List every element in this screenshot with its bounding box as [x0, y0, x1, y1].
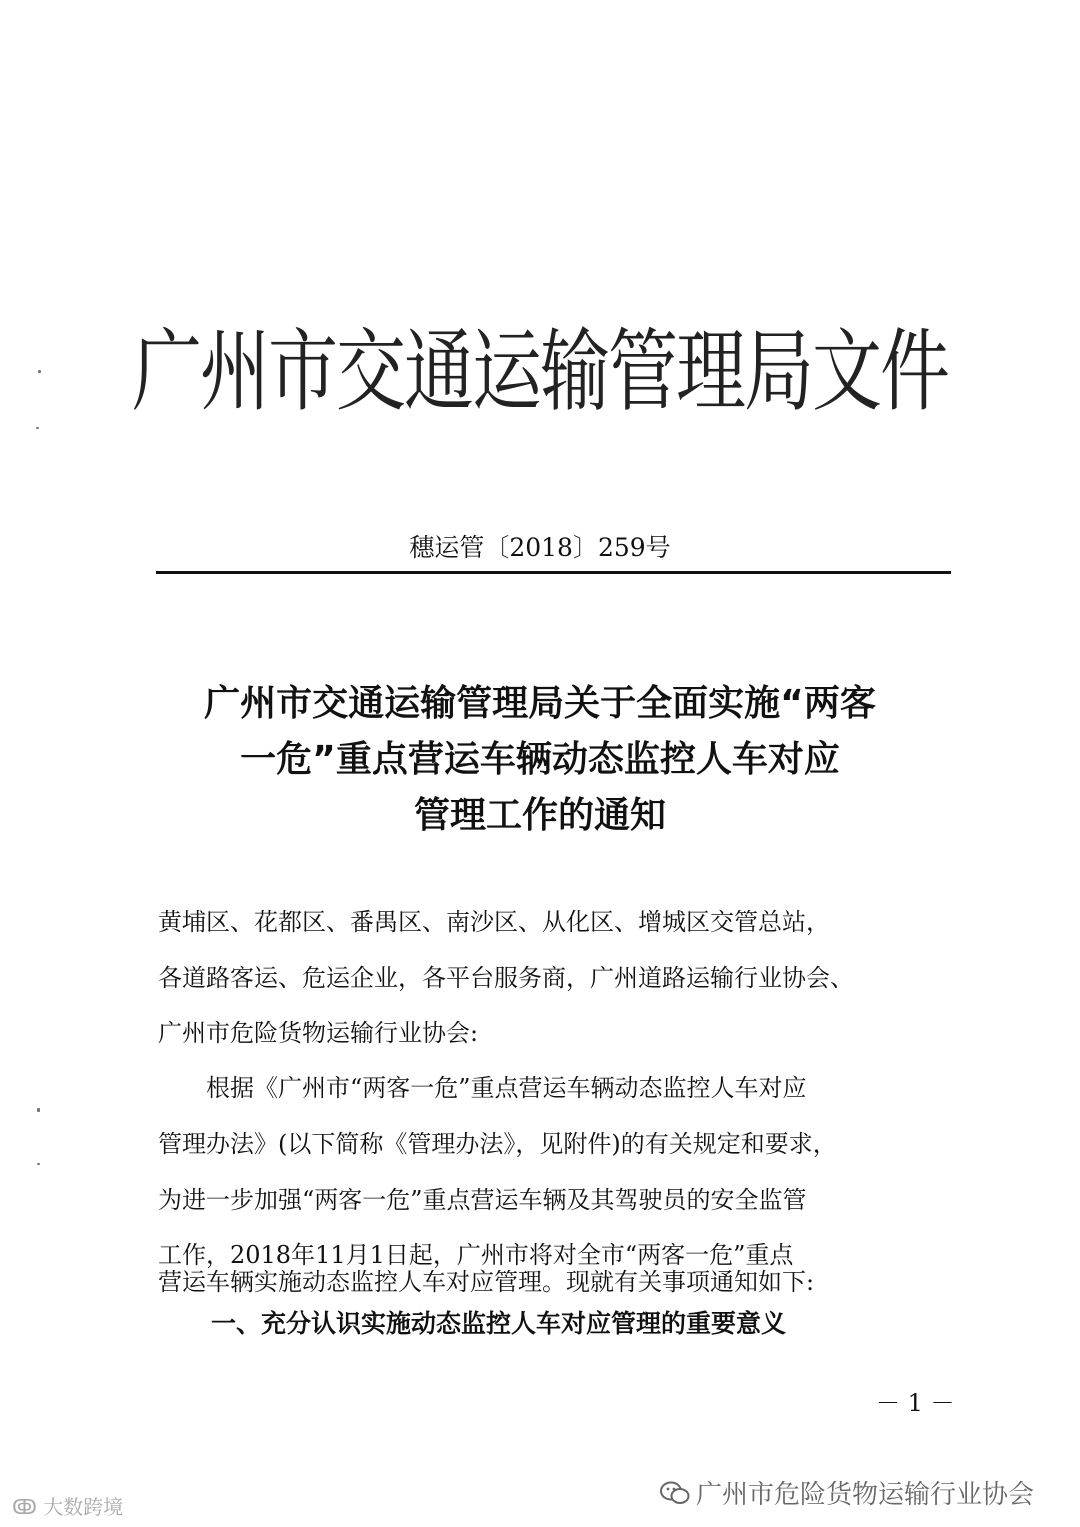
watermark-left [12, 1491, 123, 1520]
watermark-left-text: 大数跨境 [43, 1495, 124, 1519]
body-line-5: 营运车辆实施动态监控人车对应管理。现就有关事项通知如下: [158, 1268, 815, 1296]
wechat-icon [660, 1480, 690, 1506]
recipients-line-1: 黄埔区、花都区、番禺区、南沙区、从化区、增城区交管总站， [158, 908, 830, 936]
body-line-2: 管理办法》(以下简称《管理办法》，见附件)的有关规定和要求， [158, 1130, 837, 1158]
watermark-right-text: 广州市危险货物运输行业协会 [696, 1480, 1035, 1510]
title-line-3: 管理工作的通知 [413, 795, 666, 836]
scan-speck [36, 427, 39, 429]
scan-speck [37, 1108, 40, 1112]
link-icon: ↂ [12, 1495, 37, 1519]
document-header: 广州市交通运输管理局文件 [132, 319, 948, 425]
page-number: － 1 － [876, 1389, 955, 1417]
header-divider [156, 571, 951, 574]
body-line-3: 为进一步加强“两客一危”重点营运车辆及其驾驶员的安全监管 [158, 1186, 807, 1214]
title-line-2: 一危”重点营运车辆动态监控人车对应 [240, 739, 840, 780]
recipients-line-3: 广州市危险货物运输行业协会: [158, 1019, 479, 1047]
recipients-line-2: 各道路客运、危运企业，各平台服务商，广州道路运输行业协会、 [158, 964, 854, 992]
watermark-right [660, 1474, 1034, 1511]
document-number: 穗运管〔2018〕259号 [409, 533, 671, 562]
scan-speck [38, 370, 41, 373]
title-line-1: 广州市交通运输管理局关于全面实施“两客 [204, 683, 876, 724]
body-line-4: 工作，2018年11月1日起，广州市将对全市“两客一危”重点 [158, 1241, 794, 1269]
section-heading: 一、充分认识实施动态监控人车对应管理的重要意义 [211, 1309, 787, 1338]
scan-speck [37, 1163, 40, 1165]
document-title [140, 676, 940, 844]
body-line-1: 根据《广州市“两客一危”重点营运车辆动态监控人车对应 [158, 1074, 807, 1102]
